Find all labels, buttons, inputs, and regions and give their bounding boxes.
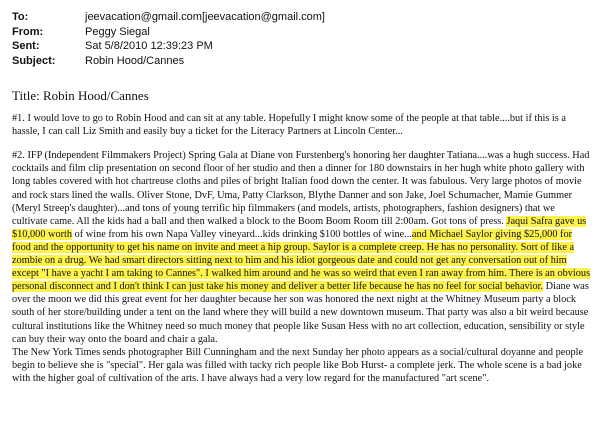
to-row [12, 10, 325, 25]
to-value: jeevacation@gmail.com[jeevacation@gmail.com] [85, 11, 325, 23]
highlight-2: and Michael Saylor giving $25,000 for food and the opportunity to get his name on invite and meet a hip group. Saylor is a complete creep. He has no personality. Sort of like a zombie on a drug. We had smart directors sitting next to him and his idiot gorgeous date and could not get any conversation out of him except "I have a yacht I am taking to Cannes". I walked him around and he was so weird that even I ran away from him. There is an obvious personal disconnect and I don't think I can just take his money and deliver a better life because he has no feel for social behavior. [12, 228, 591, 293]
document-title: Title: Robin Hood/Cannes [12, 88, 149, 103]
email-header [12, 10, 325, 68]
paragraph-2-part-c: Diane was over the moon we did this great event for her daughter because her son was honored the next night at the Whitney Museum party a block south of her store/building under a tent on the land where they will build a new downtown museum. That party was also a bit weird because cultural institutions like the Whitney need so much money that people like Susan Hess with no art collection, education, sensibility or style can buy their way onto the board and chair a gala. [12, 281, 589, 345]
sent-row [12, 39, 325, 54]
paragraph-2-part-b: of wine from his own Napa Valley vineyard...kids drinking $100 bottles of wine... [72, 228, 412, 240]
from-value: Peggy Siegal [85, 25, 150, 38]
sent-label: Sent: [12, 40, 40, 52]
sent-value: Sat 5/8/2010 12:39:23 PM [85, 40, 213, 52]
document-body [12, 89, 592, 385]
from-row [12, 25, 325, 40]
paragraph-1: #1. I would love to go to Robin Hood and can sit at any table. Hopefully I might know some of the people at that table....but if this is a hassle, I can call Liz Smith and easily buy a ticket for the Literacy Partners at Lincoln Center... [12, 113, 566, 138]
subject-value: Robin Hood/Cannes [85, 54, 185, 67]
paragraph-3: The New York Times sends photographer Bill Cunningham and the next Sunday her photo appears as a social/cultural doyanne and people begin to believe she is "special". Her gala was filled with tacky rich people like Bob Hurst- a complete jerk. The whole scene is a bad joke with the higher goal of cultivation of the arts. I have always had a very low regard for the manufactured "art scene". [12, 346, 584, 384]
subject-row [12, 54, 325, 69]
paragraph-2 [12, 149, 592, 345]
highlight-1: Jaqui Safra gave us $10,000 worth [12, 215, 587, 240]
subject-label: Subject: [12, 54, 56, 67]
paragraph-2-part-a: #2. IFP (Independent Filmmakers Project) Spring Gala at Diane von Furstenberg's honoring her daughter Tatiana....was a hugh success. Had cocktails and film clip presentation on second floor of her studio and then a dinner for 180 downstairs in her hugh white photo gallery with long tables covered with hot chartreuse cloths and piles of bright Italian food down the center. It was fabulous. Very large photos of movie and rock stars lined the walls. Oliver Stone, DvF, Uma, Patty Clarkson, Blythe Danner and son Jake, Joel Schumacher, Mamie Gummer (Meryl Streep's daughter)...and tons of young terrific hip filmmakers (and models, artists, photographers, fashion designers) that we cultivate came. All the kids had a ball and then walked a block to the Boom Boom Room till 2:00am. Got tons of press. [12, 150, 590, 227]
from-label: From: [12, 25, 44, 38]
to-label: To: [12, 11, 29, 23]
